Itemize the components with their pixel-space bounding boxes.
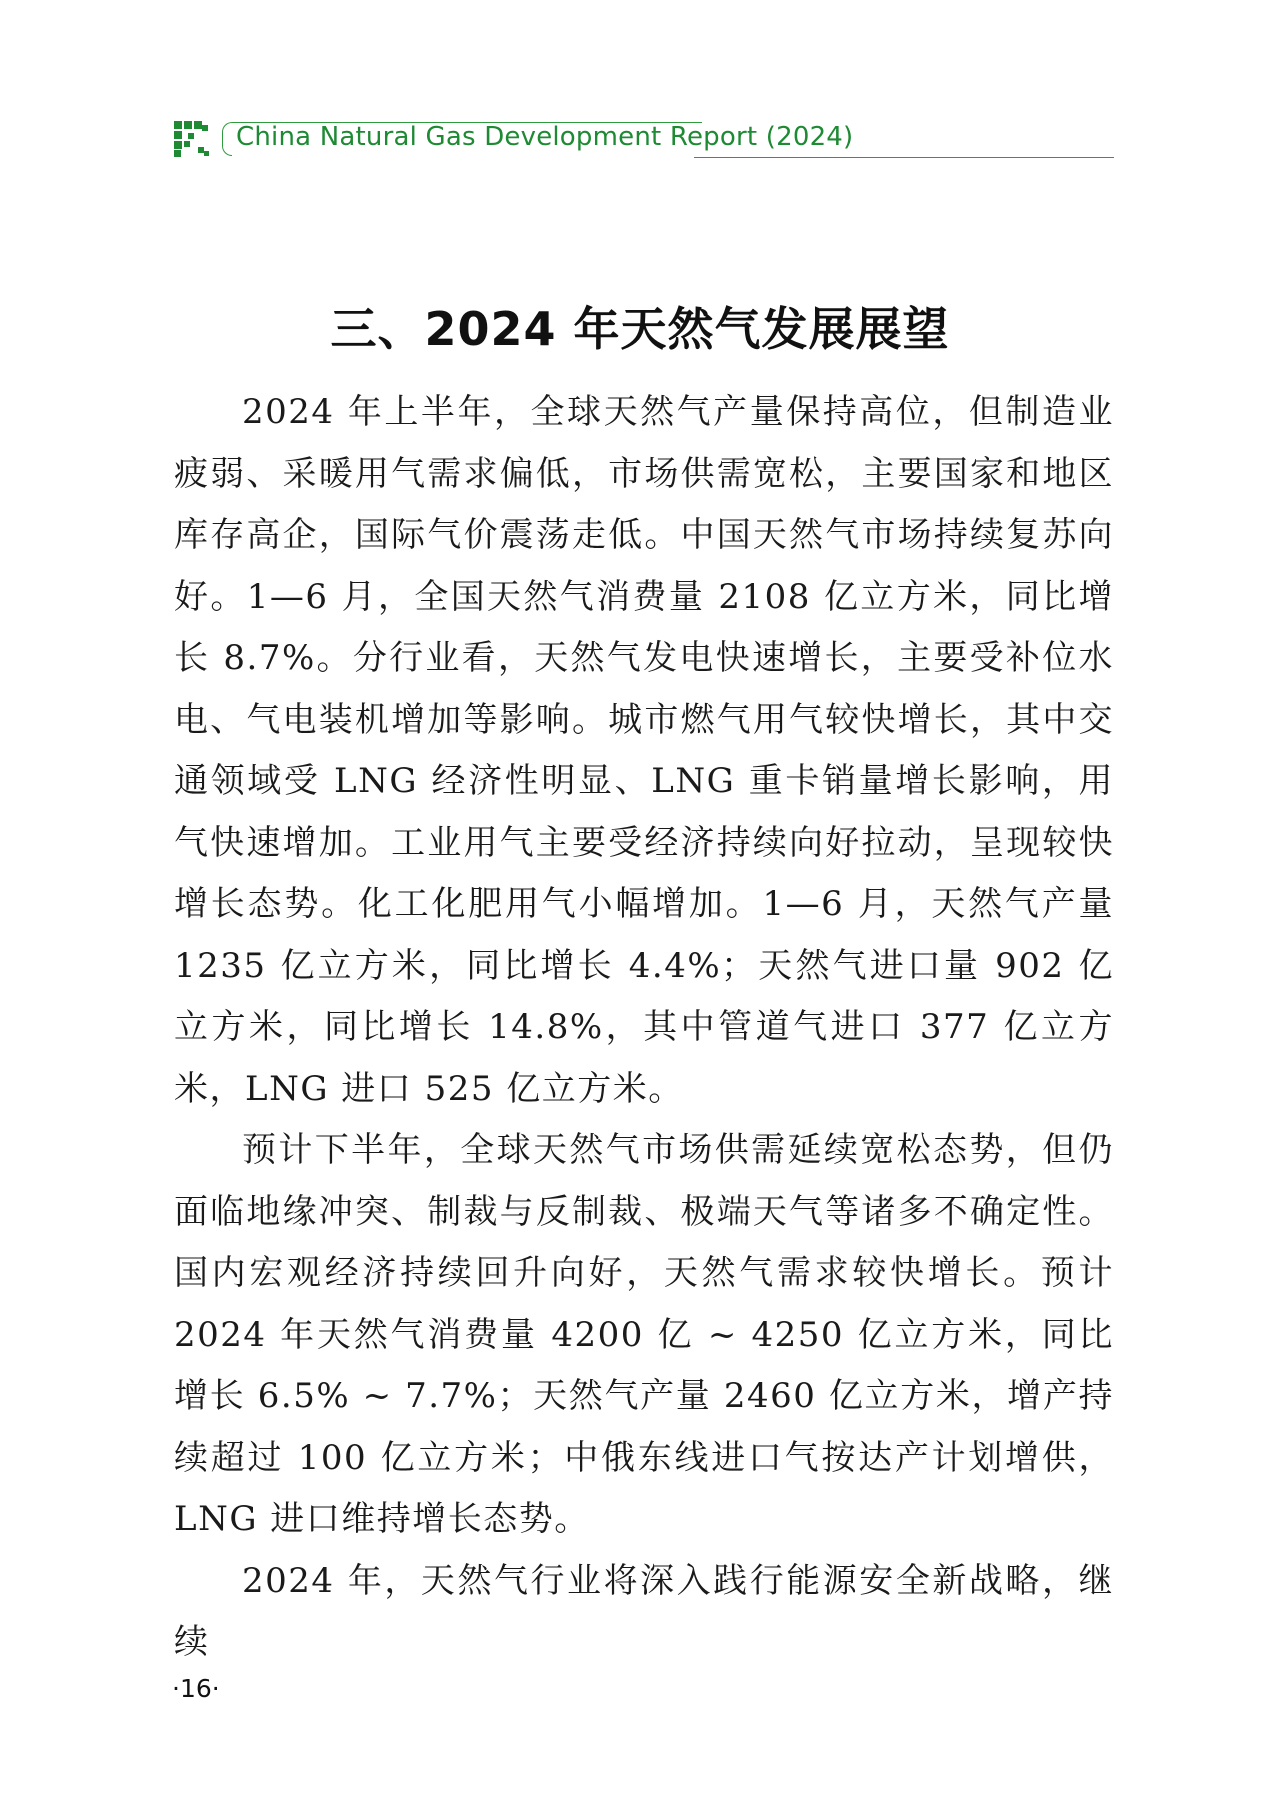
header-rule-top [232,122,702,123]
section-title: 三、2024 年天然气发展展望 [330,301,950,356]
report-logo-icon [174,121,210,157]
header-bracket [222,122,232,156]
report-title: China Natural Gas Development Report (2024) [236,122,854,152]
body-text [174,382,1114,1674]
paragraph: 2024 年，天然气行业将深入践行能源安全新战略，继续 [174,1560,1114,1662]
paragraph: 预计下半年，全球天然气市场供需延续宽松态势，但仍面临地缘冲突、制裁与反制裁、极端天气等诸多不确定性。国内宏观经济持续回升向好，天然气需求较快增长。预计 2024 年天然气消费量 4200 亿 ~ 4250 亿立方米，同比增长 6.5% ~ 7.7%；天然气产量 2460 亿立方米，增产持续超过 100 亿立方米；中俄东线进口气按达产计划增供，LNG 进口维持增长态势。 [174,1130,1114,1539]
page-number: ·16· [172,1674,220,1703]
paragraph: 2024 年上半年，全球天然气产量保持高位，但制造业疲弱、采暖用气需求偏低，市场供需宽松，主要国家和地区库存高企，国际气价震荡走低。中国天然气市场持续复苏向好。1—6 月，全国天然气消费量 2108 亿立方米，同比增长 8.7%。分行业看，天然气发电快速增长，主要受补位水电、气电装机增加等影响。城市燃气用气较快增长，其中交通领域受 LNG 经济性明显、LNG 重卡销量增长影响，用气快速增加。工业用气主要受经济持续向好拉动，呈现较快增长态势。化工化肥用气小幅增加。1—6 月，天然气产量 1235 亿立方米，同比增长 4.4%；天然气进口量 902 亿立方米，同比增长 14.8%，其中管道气进口 377 亿立方米，LNG 进口 525 亿立方米。 [174,392,1114,1109]
header-rule [694,157,1114,158]
page-header [174,118,1114,162]
